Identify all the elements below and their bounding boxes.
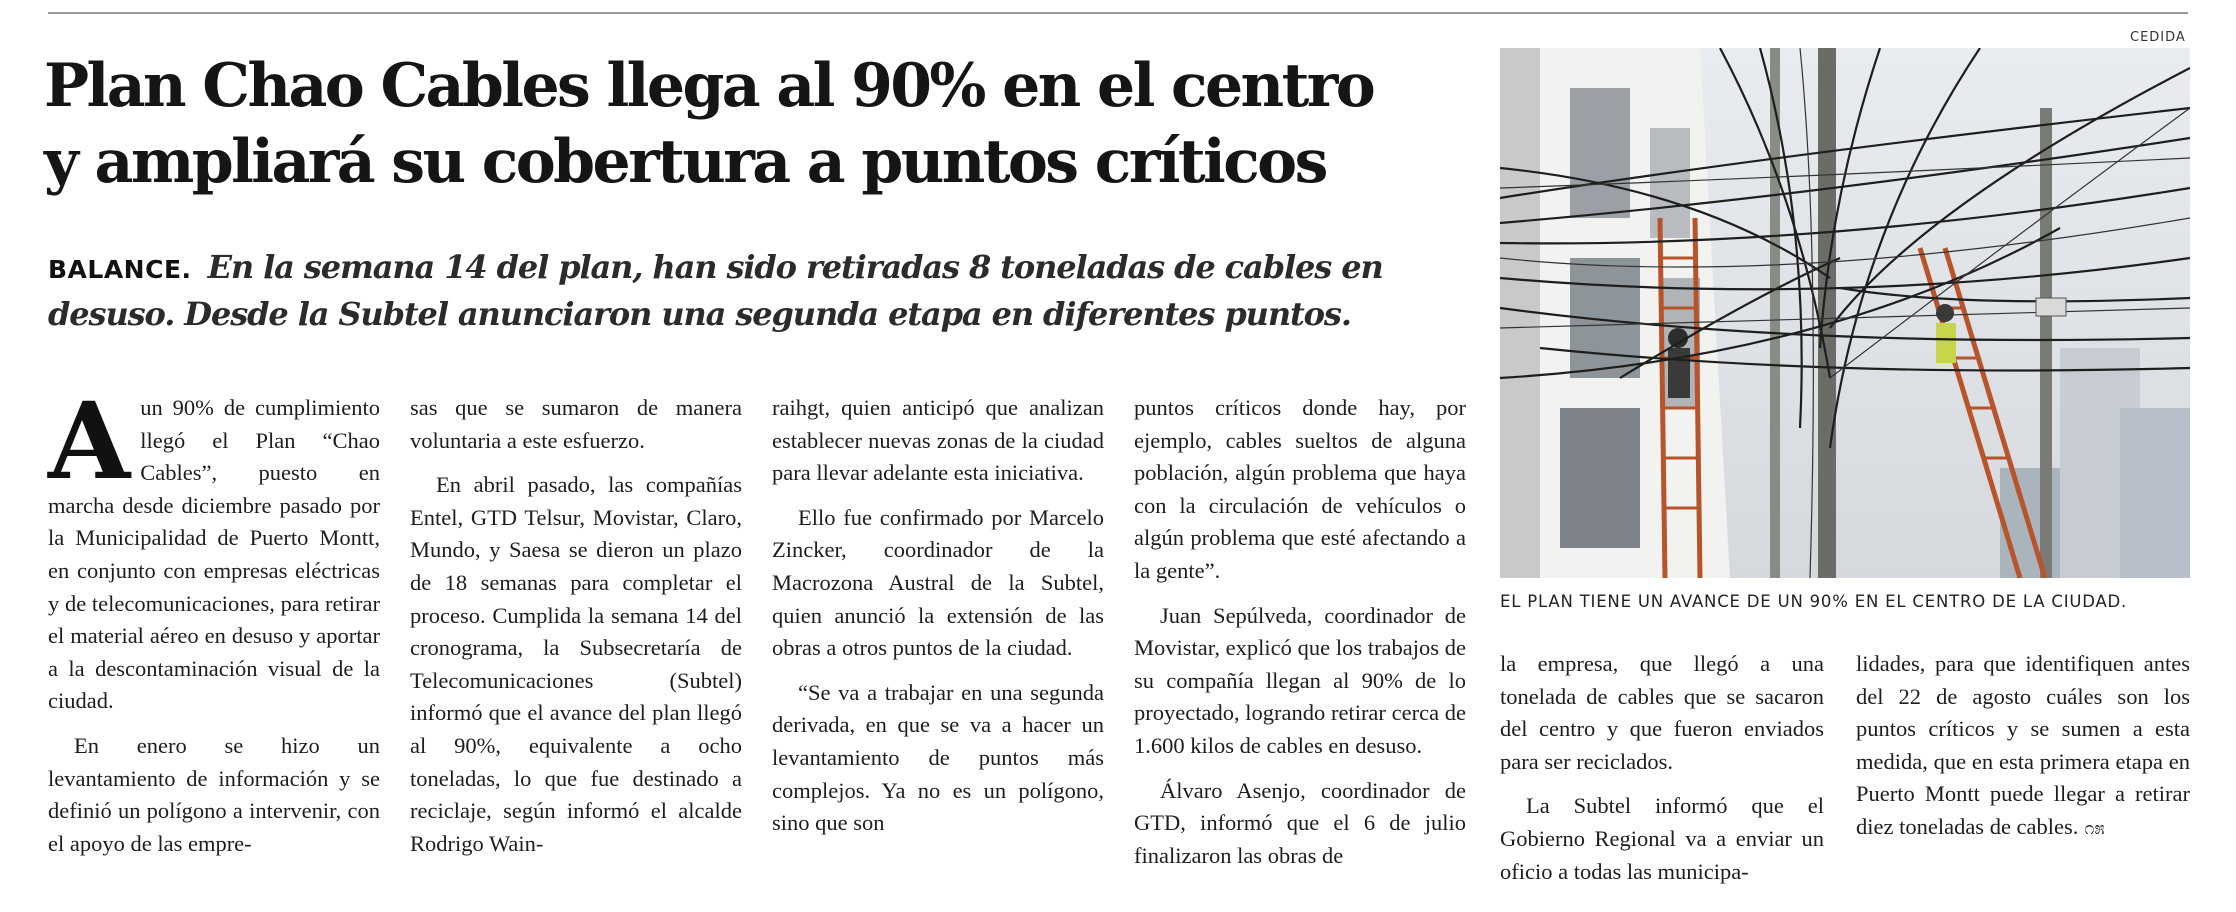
paragraph: la empresa, que llegó a una tonelada de cables que se sacaron del centro y que fueron enviados para ser reciclados. <box>1500 651 1824 774</box>
paragraph: Juan Sepúlveda, coordinador de Movistar, explicó que los trabajos de su compañía llegan al 90% de lo proyectado, logrando retirar cerca de 1.600 kilos de cables en desuso. <box>1134 602 1466 758</box>
paragraph: En enero se hizo un levantamiento de información y se definió un polígono a intervenir, con el apoyo de las empre- <box>48 732 380 856</box>
paragraph: lidades, para que identifiquen antes del 22 de agosto cuáles son los puntos críticos y se sumen a esta medida, que en esta primera etapa en Puerto Montt puede llegar a retirar diez toneladas de cables. ೧೫ <box>1856 651 2190 839</box>
deck-text: En la semana 14 del plan, han sido retiradas 8 toneladas de cables en desuso. Desde la Subtel anunciaron una segunda etapa en diferentes puntos. <box>48 248 1383 333</box>
paragraph: La Subtel informó que el Gobierno Regional va a enviar un oficio a todas las municipa- <box>1500 793 1824 884</box>
deck <box>48 245 1458 336</box>
article-photo <box>1500 48 2190 578</box>
drop-cap: A <box>48 378 131 503</box>
end-mark-icon: ೧೫ <box>2084 817 2105 839</box>
top-rule <box>48 12 2188 14</box>
photo-caption: EL PLAN TIENE UN AVANCE DE UN 90% EN EL CENTRO DE LA CIUDAD. <box>1500 592 2128 611</box>
paragraph: En abril pasado, las compañías Entel, GTD Telsur, Movistar, Claro, Mundo, y Saesa se dieron un plazo de 18 semanas para completar el proceso. Cumplida la semana 14 del cronograma, la Subsecretaría de Telecomunicaciones (Subtel) informó que el avance del plan llegó al 90%, equivalente a ocho toneladas, lo que fue destinado a reciclaje, según informó el alcalde Rodrigo Wain- <box>410 472 742 856</box>
article-column-6 <box>1856 648 2190 846</box>
paragraph: Álvaro Asenjo, coordinador de GTD, informó que el 6 de julio finalizaron las obras de <box>1134 777 1466 868</box>
paragraph: “Se va a trabajar en una segunda derivada, en que se va a hacer un levantamiento de puntos más complejos. Ya no es un polígono, sino que son <box>772 679 1104 836</box>
article-column-2 <box>410 392 742 860</box>
article-column-5 <box>1500 648 1824 888</box>
paragraph: raihgt, quien anticipó que analizan establecer nuevas zonas de la ciudad para llevar adelante esta iniciativa. <box>772 395 1104 486</box>
paragraph: sas que se sumaron de manera voluntaria a este esfuerzo. <box>410 395 742 453</box>
article-column-3 <box>772 392 1104 840</box>
paragraph: puntos críticos donde hay, por ejemplo, cables sueltos de alguna población, algún problema que haya con la circulación de vehículos o algún problema que esté afectando a la gente”. <box>1134 395 1466 583</box>
headline <box>44 48 1484 200</box>
paragraph: Aun 90% de cumplimiento llegó el Plan “Chao Cables”, puesto en marcha desde diciembre pasado por la Municipalidad de Puerto Montt, en conjunto con empresas eléctricas y de telecomunicaciones, para retirar el material aéreo en desuso y aportar a la descontaminación visual de la ciudad. <box>48 378 380 714</box>
street-cables-illustration <box>1500 48 2190 578</box>
deck-kicker: BALANCE. <box>48 255 192 284</box>
paragraph: Ello fue confirmado por Marcelo Zincker, coordinador de la Macrozona Austral de la Subtel, quien anunció la extensión de las obras a otros puntos de la ciudad. <box>772 504 1104 661</box>
headline-line-2: y ampliará su cobertura a puntos críticos <box>44 127 1326 197</box>
photo-credit: CEDIDA <box>2130 30 2186 45</box>
article-column-1 <box>48 378 380 860</box>
article-column-4 <box>1134 392 1466 872</box>
headline-line-1: Plan Chao Cables llega al 90% en el centro <box>44 51 1374 121</box>
